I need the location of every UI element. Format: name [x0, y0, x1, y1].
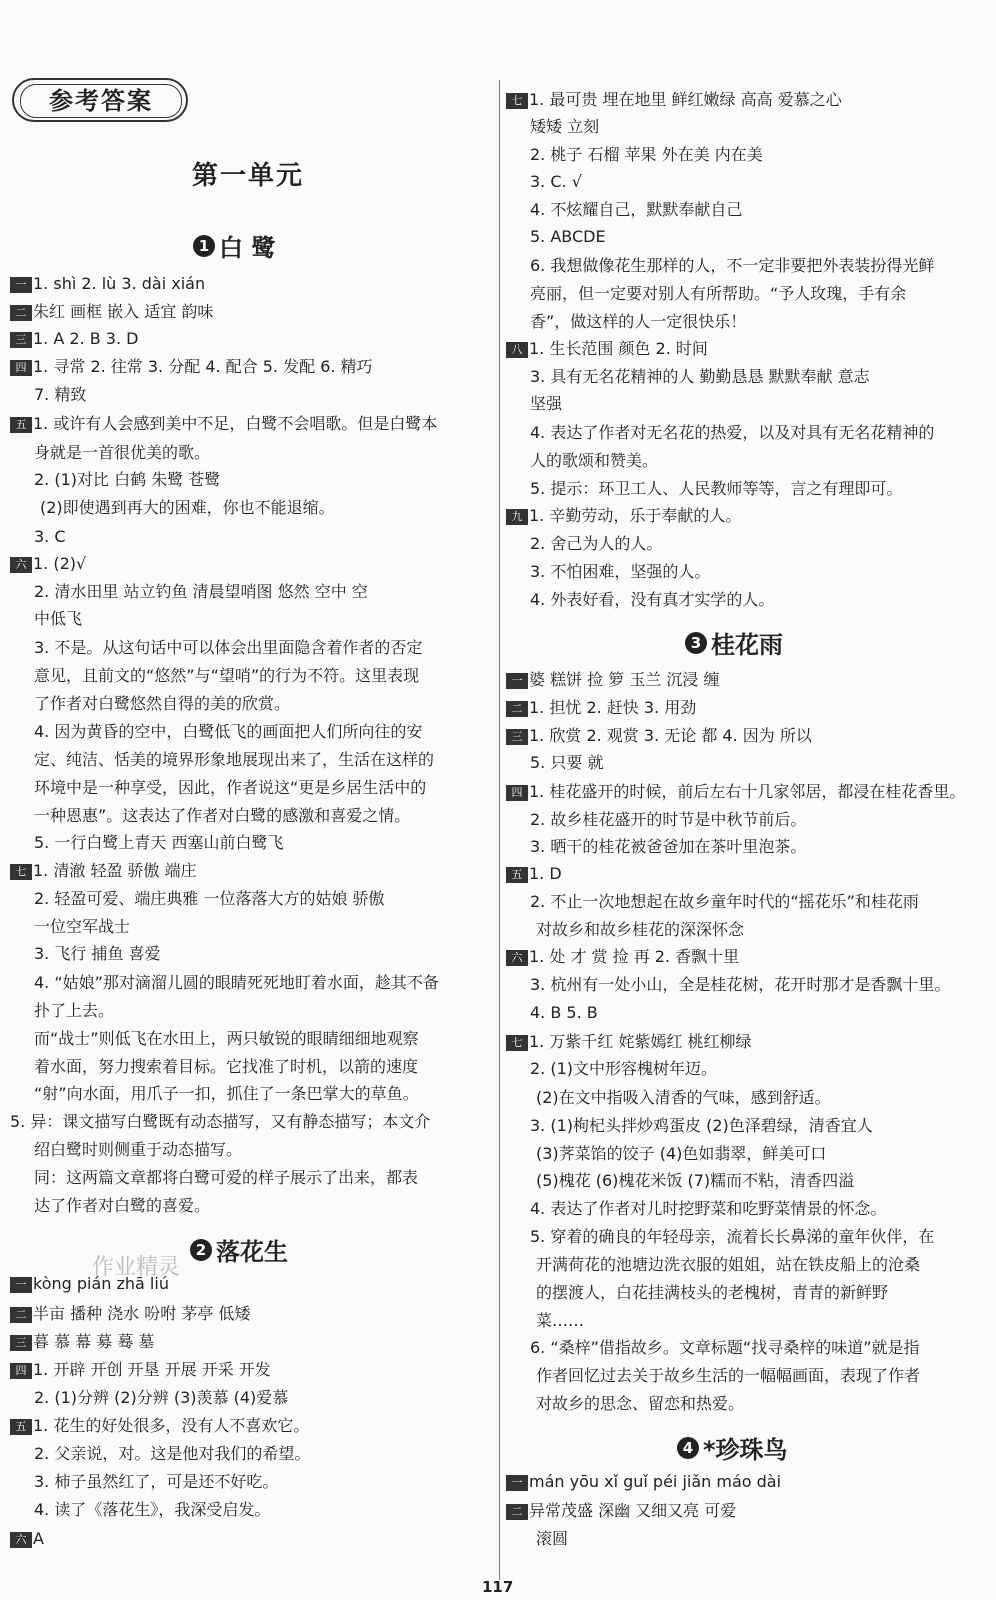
answer-text: 亮丽，但一定要对别人有所帮助。“予人玫瑰，手有余	[530, 284, 907, 303]
section-marker: 九	[506, 509, 528, 525]
answer-text: 5. 穿着的确良的年轻母亲，流着长长鼻涕的童年伙伴，在	[530, 1227, 935, 1246]
answer-text: 菜……	[536, 1311, 585, 1330]
answer-text: 3. 柿子虽然红了，可是还不好吃。	[34, 1472, 279, 1491]
section-marker: 二	[506, 701, 528, 717]
answer-line	[530, 422, 934, 444]
answer-text: 异常茂盛 深幽 又细又亮 可爱	[529, 1501, 737, 1520]
answer-text: 2. (1)文中形容槐树年迈。	[530, 1059, 718, 1078]
answer-text: 1. (2)√	[33, 554, 87, 573]
answer-text: 开满荷花的池塘边洗衣服的姐姐，站在铁皮船上的沧桑	[536, 1255, 921, 1274]
lesson-title-1	[193, 228, 275, 263]
answer-line	[536, 1254, 920, 1276]
answer-line	[34, 665, 419, 687]
answer-line	[506, 1031, 752, 1053]
answer-text: 滚圆	[536, 1529, 569, 1548]
answer-line	[506, 505, 741, 527]
answer-line	[10, 1111, 430, 1133]
answer-text: 2. 故乡桂花盛开的时节是中秋节前后。	[530, 810, 807, 829]
section-marker: 五	[10, 1419, 32, 1435]
answer-line	[34, 637, 422, 659]
section-marker: 七	[506, 1035, 528, 1051]
answer-line	[34, 1139, 242, 1161]
watermark: 作业精灵	[92, 1255, 181, 1280]
answer-line	[34, 1056, 418, 1078]
answer-line	[34, 1083, 419, 1105]
answer-text: 身就是一首很优美的歌。	[34, 443, 211, 462]
answer-line	[34, 442, 210, 464]
answer-line	[34, 1387, 288, 1409]
lesson-title-2	[190, 1232, 288, 1267]
answer-line	[10, 1359, 271, 1381]
answer-text: 3. 不怕困难，坚强的人。	[530, 562, 711, 581]
answer-text: 5. 异：课文描写白鹭既有动态描写，又有静态描写；本文介	[10, 1112, 431, 1131]
answer-text: 同：这两篇文章都将白鹭可爱的样子展示了出来，都表	[34, 1168, 419, 1187]
answer-text: 3. 晒干的桂花被爸爸加在茶叶里泡茶。	[530, 837, 807, 856]
answer-line	[530, 1002, 598, 1024]
lesson-title-4	[677, 1430, 788, 1465]
answer-text: 定、纯洁、恬美的境界形象地展现出来了，生活在这样的	[34, 750, 435, 769]
section-marker: 四	[506, 785, 528, 801]
section-marker: 三	[10, 1335, 32, 1351]
answer-text: 一位空军战士	[34, 917, 131, 936]
answer-text: 4. 不炫耀自己，默默奉献自己	[530, 200, 743, 219]
answer-text: 绍白鹭时则侧重于动态描写。	[34, 1140, 243, 1159]
answer-text: 半亩 播种 浇水 吩咐 茅亭 低矮	[33, 1304, 251, 1323]
section-marker: 二	[506, 1504, 528, 1520]
answer-line	[530, 752, 603, 774]
answer-text: 3. 具有无名花精神的人 勤勤恳恳 默默奉献 意志	[530, 367, 870, 386]
answer-text: 3. (1)枸杞头拌炒鸡蛋皮 (2)色泽碧绿，清香宜人	[530, 1116, 873, 1135]
answer-text: 1. 桂花盛开的时候，前后左右十几家邻居，都浸在桂花香里。	[529, 782, 966, 801]
answer-text: 4. “姑娘”那对滴溜儿圆的眼睛死死地盯着水面，趁其不备	[34, 973, 439, 992]
section-marker: 三	[506, 729, 528, 745]
answer-line	[34, 469, 220, 491]
section-marker: 一	[10, 1277, 32, 1293]
answer-text: 着水面，努力搜索着目标。它找准了时机，以箭的速度	[34, 1057, 419, 1076]
answer-text: 环境中是一种享受，因此，作者说这“更是乡居生活中的	[34, 778, 427, 797]
answer-text: 1. 或许有人会感到美中不足，白鹭不会唱歌。但是白鹭本	[33, 414, 438, 433]
answer-line	[34, 805, 410, 827]
answer-line	[536, 1282, 888, 1304]
answer-line	[530, 283, 906, 305]
answer-line	[10, 328, 138, 350]
answer-text: 7. 精致	[34, 385, 87, 404]
answer-line	[10, 273, 205, 295]
answer-text: 3. 不是。从这句话中可以体会出里面隐含着作者的否定	[34, 638, 423, 657]
answer-text: 2. (1)对比 白鹤 朱鹭 苍鹭	[34, 470, 221, 489]
answer-line	[34, 526, 66, 548]
answer-line	[34, 1167, 418, 1189]
answer-line	[536, 1087, 831, 1109]
section-marker: 一	[10, 277, 32, 293]
answer-text: 对故乡的思念、留恋和热爱。	[536, 1394, 745, 1413]
answer-line	[530, 144, 763, 166]
answer-line	[10, 1415, 309, 1437]
answer-text: kòng pián zhā liú	[33, 1274, 169, 1293]
header-badge	[12, 78, 188, 122]
answer-text: 1. 清澈 轻盈 骄傲 端庄	[33, 861, 197, 880]
answer-text: 4. B 5. B	[530, 1003, 598, 1022]
section-marker: 四	[10, 360, 32, 376]
answer-line	[10, 860, 197, 882]
answer-line	[530, 226, 606, 248]
page-number: 117	[482, 1578, 514, 1596]
answer-text: 矮矮 立刻	[530, 117, 600, 136]
section-marker: 二	[10, 1307, 32, 1323]
answer-text: 3. C	[34, 527, 66, 546]
answer-line	[530, 450, 658, 472]
answer-line	[506, 1500, 736, 1522]
answer-text: 婆 糕饼 捡 箩 玉兰 沉浸 缠	[529, 670, 720, 689]
answer-line	[506, 669, 720, 691]
answer-line	[530, 116, 599, 138]
answer-text: 3. 飞行 捕鱼 喜爱	[34, 944, 161, 963]
answer-line	[506, 725, 812, 747]
answer-text: 坚强	[530, 394, 563, 413]
answer-text: (5)槐花 (6)槐花米饭 (7)糯而不粘，清香四溢	[536, 1171, 855, 1190]
lesson-number: 2	[190, 1239, 212, 1261]
answer-line	[536, 1310, 584, 1332]
answer-line	[10, 1331, 154, 1353]
answer-line	[506, 863, 562, 885]
answer-line	[34, 888, 385, 910]
answer-text: (2)在文中指吸入清香的气味，感到舒适。	[536, 1088, 831, 1107]
answer-text: 1. A 2. B 3. D	[33, 329, 139, 348]
answer-line	[34, 1000, 114, 1022]
answer-text: 2. 轻盈可爱、端庄典雅 一位落落大方的姑娘 骄傲	[34, 889, 385, 908]
lesson-name: 桂花雨	[711, 631, 783, 659]
answer-text: 5. 提示：环卫工人、人民教师等等，言之有理即可。	[530, 479, 903, 498]
answer-text: “射”向水面，用爪子一扣，抓住了一条巴掌大的草鱼。	[34, 1084, 419, 1103]
answer-text: 人的歌颂和赞美。	[530, 451, 659, 470]
section-marker: 七	[10, 864, 32, 880]
answer-line	[34, 721, 422, 743]
answer-text: 2. 清水田里 站立钓鱼 清晨望哨图 悠然 空中 空	[34, 582, 368, 601]
answer-line	[530, 255, 934, 277]
answer-line	[34, 1499, 270, 1521]
answer-line	[530, 561, 710, 583]
answer-line	[536, 1365, 920, 1387]
answer-line	[530, 171, 582, 193]
answer-line	[530, 836, 806, 858]
answer-line	[34, 1443, 310, 1465]
header-title: 参考答案	[20, 84, 182, 118]
answer-line	[530, 589, 774, 611]
answer-text: 暮 慕 幕 募 蓦 墓	[33, 1332, 155, 1351]
answer-text: 1. 寻常 2. 往常 3. 分配 4. 配合 5. 发配 6. 精巧	[33, 357, 373, 376]
answer-line	[530, 533, 662, 555]
answer-text: mán yōu xǐ guǐ péi jiǎn máo dài	[529, 1472, 782, 1491]
answer-text: 4. 读了《落花生》，我深受启发。	[34, 1500, 271, 1519]
answer-text: 2. (1)分辨 (2)分辨 (3)羡慕 (4)爱慕	[34, 1388, 289, 1407]
section-marker: 七	[506, 93, 528, 109]
answer-line	[40, 497, 335, 519]
answer-text: 一种恩惠”。这表达了作者对白鹭的感激和喜爱之情。	[34, 806, 411, 825]
answer-line	[536, 1393, 744, 1415]
answer-text: 1. 处 才 赏 捡 再 2. 香飘十里	[529, 947, 740, 966]
answer-text: 的摆渡人，白花挂满枝头的老槐树，青青的新鲜野	[536, 1283, 889, 1302]
answer-text: 5. ABCDE	[530, 227, 606, 246]
answer-line	[34, 972, 439, 994]
answer-line	[536, 1170, 854, 1192]
answer-text: 朱红 画框 嵌入 适宜 韵味	[33, 302, 214, 321]
answer-line	[530, 1198, 886, 1220]
section-marker: 六	[10, 1532, 32, 1548]
answer-line	[506, 946, 739, 968]
answer-line	[34, 916, 130, 938]
answer-line	[34, 1471, 278, 1493]
answer-text: 而“战士”则低飞在水田上，两只敏锐的眼睛细细地观察	[34, 1029, 419, 1048]
section-marker: 五	[10, 417, 32, 433]
answer-line	[536, 1143, 826, 1165]
lesson-number: 1	[193, 235, 215, 257]
answer-text: (3)荠菜馅的饺子 (4)色如翡翠，鲜美可口	[536, 1144, 827, 1163]
answer-line	[530, 366, 870, 388]
answer-text: 1. 万紫千红 姹紫嫣红 桃红柳绿	[529, 1032, 752, 1051]
answer-line	[34, 832, 283, 854]
lesson-title-3	[685, 625, 783, 660]
answer-text: 达了作者对白鹭的喜爱。	[34, 1196, 211, 1215]
answer-text: 2. 不止一次地想起在故乡童年时代的“摇花乐”和桂花雨	[530, 892, 919, 911]
answer-line	[10, 1303, 250, 1325]
answer-line	[10, 553, 86, 575]
answer-text: 了作者对白鹭悠然自得的美的欣赏。	[34, 694, 291, 713]
answer-line	[506, 338, 708, 360]
lesson-number: 3	[685, 632, 707, 654]
answer-text: 2. 舍己为人的人。	[530, 534, 663, 553]
answer-text: 1. D	[529, 864, 562, 883]
lesson-name: 白 鹭	[219, 234, 276, 262]
answer-text: 1. 最可贵 埋在地里 鲜红嫩绿 高高 爱慕之心	[529, 90, 842, 109]
answer-text: A	[33, 1529, 44, 1548]
answer-text: 中低飞	[34, 609, 83, 628]
answer-text: 4. 外表好看，没有真才实学的人。	[530, 590, 775, 609]
answer-line	[34, 693, 290, 715]
answer-line	[536, 1528, 568, 1550]
answer-text: (2)即使遇到再大的困难，你也不能退缩。	[40, 498, 335, 517]
answer-line	[530, 974, 950, 996]
answer-line	[10, 301, 213, 323]
answer-line	[506, 781, 965, 803]
answer-line	[34, 608, 82, 630]
answer-text: 5. 只要 就	[530, 753, 604, 772]
answer-text: 4. 因为黄昏的空中，白鹭低飞的画面把人们所向往的安	[34, 722, 423, 741]
answer-text: 扑了上去。	[34, 1001, 115, 1020]
answer-line	[10, 413, 437, 435]
unit-title: 第一单元	[192, 161, 305, 191]
answer-line	[530, 311, 746, 333]
answer-line	[530, 809, 806, 831]
answer-line	[536, 919, 744, 941]
column-divider	[499, 80, 500, 1580]
answer-text: 对故乡和故乡桂花的深深怀念	[536, 920, 745, 939]
answer-line	[34, 1028, 419, 1050]
answer-line	[530, 393, 562, 415]
section-marker: 一	[506, 673, 528, 689]
answer-line	[506, 697, 696, 719]
answer-text: 3. C. √	[530, 172, 582, 191]
answer-line	[530, 1058, 717, 1080]
lesson-name: *珍珠鸟	[703, 1436, 788, 1464]
answer-line	[34, 1195, 210, 1217]
answer-text: 1. shì 2. lù 3. dài xián	[33, 274, 206, 293]
answer-text: 香”，做这样的人一定很快乐！	[530, 312, 747, 331]
answer-line	[506, 1471, 781, 1493]
section-marker: 八	[506, 342, 528, 358]
answer-text: 6. 我想做像花生那样的人，不一定非要把外表装扮得光鲜	[530, 256, 935, 275]
answer-line	[34, 581, 368, 603]
answer-text: 4. 表达了作者对无名花的热爱，以及对具有无名花精神的	[530, 423, 935, 442]
answer-text: 1. 开辟 开创 开垦 开展 开采 开发	[33, 1360, 271, 1379]
answer-text: 2. 父亲说，对。这是他对我们的希望。	[34, 1444, 311, 1463]
section-marker: 五	[506, 867, 528, 883]
section-marker: 六	[10, 557, 32, 573]
answer-text: 1. 花生的好处很多，没有人不喜欢它。	[33, 1416, 310, 1435]
answer-text: 作者回忆过去关于故乡生活的一幅幅画面，表现了作者	[536, 1366, 921, 1385]
section-marker: 四	[10, 1363, 32, 1379]
answer-text: 意见，且前文的“悠然”与“望哨”的行为不符。这里表现	[34, 666, 420, 685]
answer-line	[10, 356, 373, 378]
answer-text: 1. 辛勤劳动，乐于奉献的人。	[529, 506, 742, 525]
section-marker: 三	[10, 332, 32, 348]
answer-line	[34, 749, 434, 771]
answer-line	[530, 891, 919, 913]
answer-line	[530, 199, 742, 221]
section-marker: 六	[506, 950, 528, 966]
answer-text: 3. 杭州有一处小山，全是桂花树，花开时那才是香飘十里。	[530, 975, 951, 994]
answer-line	[530, 1226, 934, 1248]
answer-text: 2. 桃子 石榴 苹果 外在美 内在美	[530, 145, 763, 164]
answer-line	[34, 384, 86, 406]
answer-text: 6. “桑梓”借指故乡。文章标题“找寻桑梓的味道”就是指	[530, 1338, 920, 1357]
answer-text: 1. 担忧 2. 赶快 3. 用劲	[529, 698, 697, 717]
answer-text: 1. 欣赏 2. 观赏 3. 无论 都 4. 因为 所以	[529, 726, 812, 745]
lesson-number: 4	[677, 1437, 699, 1459]
answer-line	[10, 1528, 44, 1550]
answer-line	[34, 777, 426, 799]
answer-line	[506, 89, 842, 111]
section-marker: 二	[10, 305, 32, 321]
answer-text: 1. 生长范围 颜色 2. 时间	[529, 339, 708, 358]
lesson-name: 落花生	[216, 1238, 288, 1266]
answer-line	[530, 1115, 873, 1137]
answer-text: 5. 一行白鹭上青天 西塞山前白鹭飞	[34, 833, 284, 852]
answer-line	[530, 1337, 920, 1359]
answer-text: 4. 表达了作者对儿时挖野菜和吃野菜情景的怀念。	[530, 1199, 887, 1218]
answer-line	[530, 478, 902, 500]
section-marker: 一	[506, 1475, 528, 1491]
answer-line	[34, 943, 161, 965]
